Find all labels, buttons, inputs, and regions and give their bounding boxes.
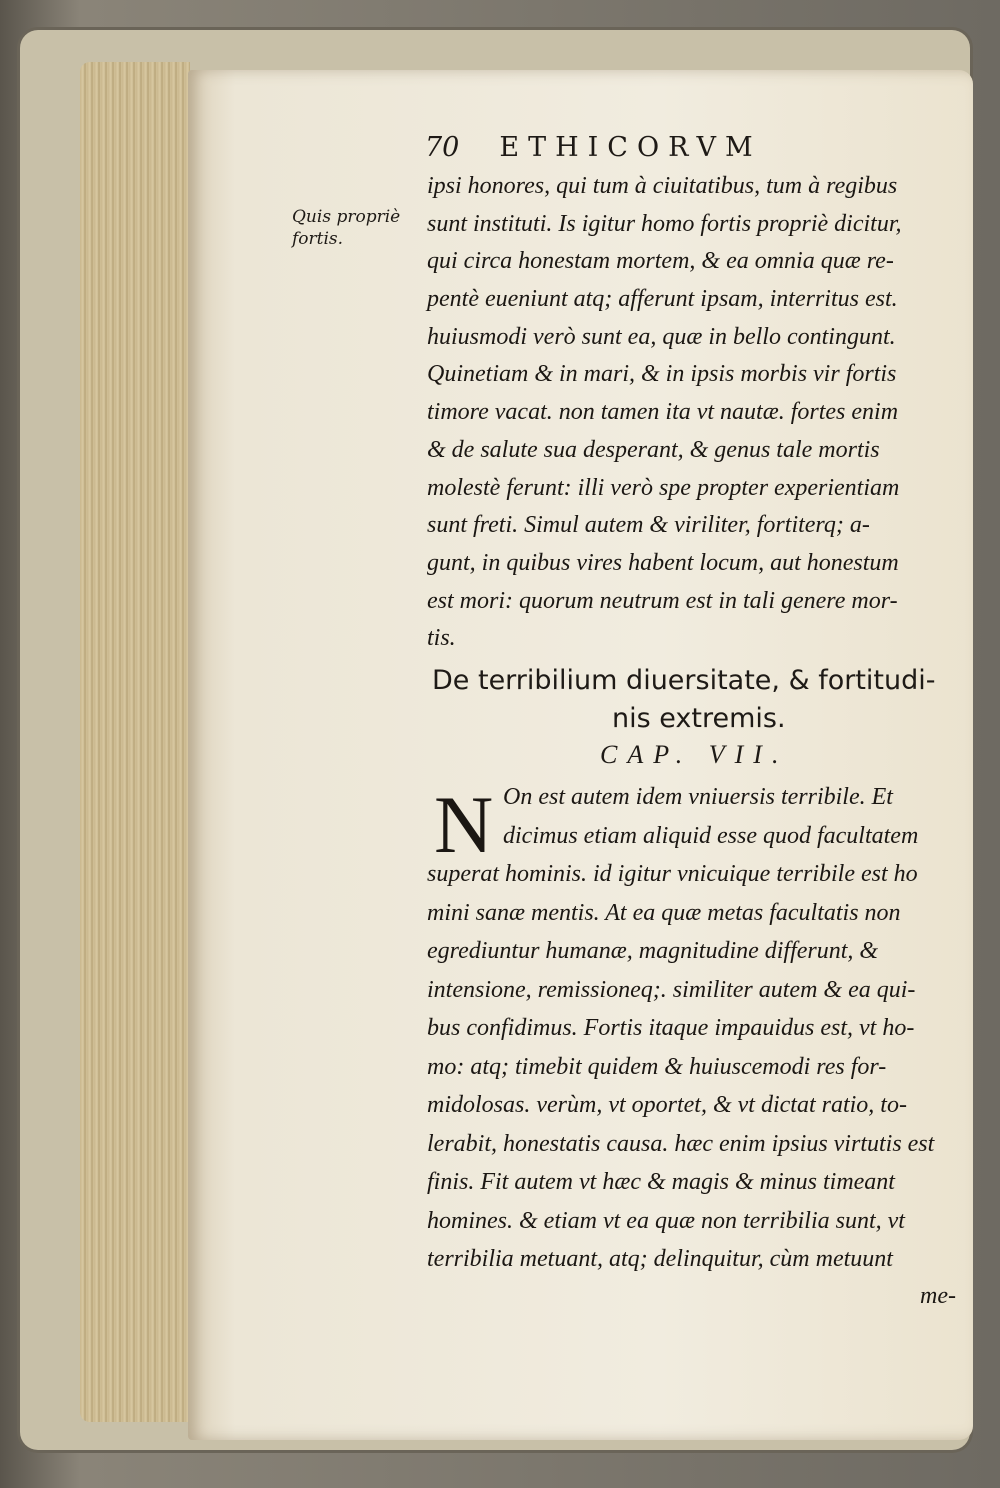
text-line: qui circa honestam mortem, & ea omnia quæ re- — [427, 248, 894, 275]
text-line: mo: atq; timebit quidem & huiuscemodi res for- — [427, 1053, 887, 1080]
text-line: sunt freti. Simul autem & viriliter, fortiterq; a- — [427, 512, 870, 539]
heading-line: nis extremis. — [612, 703, 786, 734]
chapter-paragraph — [427, 778, 962, 1279]
text-line: On est autem idem vniuersis terribile. Et — [503, 784, 893, 810]
text-line: huiusmodi verò sunt ea, quæ in bello contingunt. — [427, 323, 896, 350]
marginal-note — [292, 206, 412, 250]
text-line: sunt instituti. Is igitur homo fortis propriè dicitur, — [427, 210, 902, 237]
heading-line: De terribilium diuersitate, & fortitudi- — [432, 665, 936, 696]
text-line: superat hominis. id igitur vnicuique terribile est ho — [427, 861, 918, 887]
text-line: molestè ferunt: illi verò spe propter experientiam — [427, 474, 900, 501]
text-line: intensione, remissioneq;. similiter autem & ea qui- — [427, 976, 916, 1003]
catchword: me- — [920, 1283, 956, 1309]
text-line: homines. & etiam vt ea quæ non terribilia sunt, vt — [427, 1207, 905, 1234]
page-block-edge — [80, 62, 190, 1422]
text-line: dicimus etiam aliquid esse quod facultatem — [503, 822, 919, 849]
drop-initial: N — [434, 779, 494, 870]
text-line: mini sanæ mentis. At ea quæ metas facultatis non — [427, 899, 901, 926]
text-line: terribilia metuant, atq; delinquitur, cùm metuunt — [427, 1246, 893, 1272]
text-line: est mori: quorum neutrum est in tali genere mor- — [427, 587, 898, 614]
marginal-note-line: Quis propriè — [292, 207, 401, 227]
text-line: lerabit, honestatis causa. hæc enim ipsius virtutis est — [427, 1130, 935, 1157]
text-line: gunt, in quibus vires habent locum, aut honestum — [427, 549, 899, 576]
paragraph-continued — [427, 168, 962, 658]
running-header — [425, 132, 825, 168]
text-line: ipsi honores, qui tum à ciuitatibus, tum à regibus — [427, 173, 898, 199]
catchword-block — [920, 1278, 970, 1316]
marginal-note-line: fortis. — [292, 229, 344, 249]
text-line: bus confidimus. Fortis itaque impauidus est, vt ho- — [427, 1015, 915, 1041]
chapter-number: CAP. VII. — [600, 740, 789, 769]
page-number: 70 — [425, 132, 460, 163]
text-line: timore vacat. non tamen ita vt nautæ. fortes enim — [427, 399, 899, 426]
text-line: pentè eueniunt atq; afferunt ipsam, interritus est. — [427, 286, 898, 313]
text-line: Quinetiam & in mari, & in ipsis morbis vir fortis — [427, 361, 897, 388]
chapter-heading — [432, 662, 972, 738]
text-line: midolosas. verùm, vt oportet, & vt dictat ratio, to- — [427, 1092, 907, 1118]
running-title: ETHICORVM — [499, 132, 762, 163]
text-line: tis. — [427, 625, 456, 652]
text-line: egrediuntur humanæ, magnitudine differunt, & — [427, 938, 879, 964]
text-line: & de salute sua desperant, & genus tale mortis — [427, 436, 880, 463]
text-line: finis. Fit autem vt hæc & magis & minus timeant — [427, 1169, 895, 1195]
